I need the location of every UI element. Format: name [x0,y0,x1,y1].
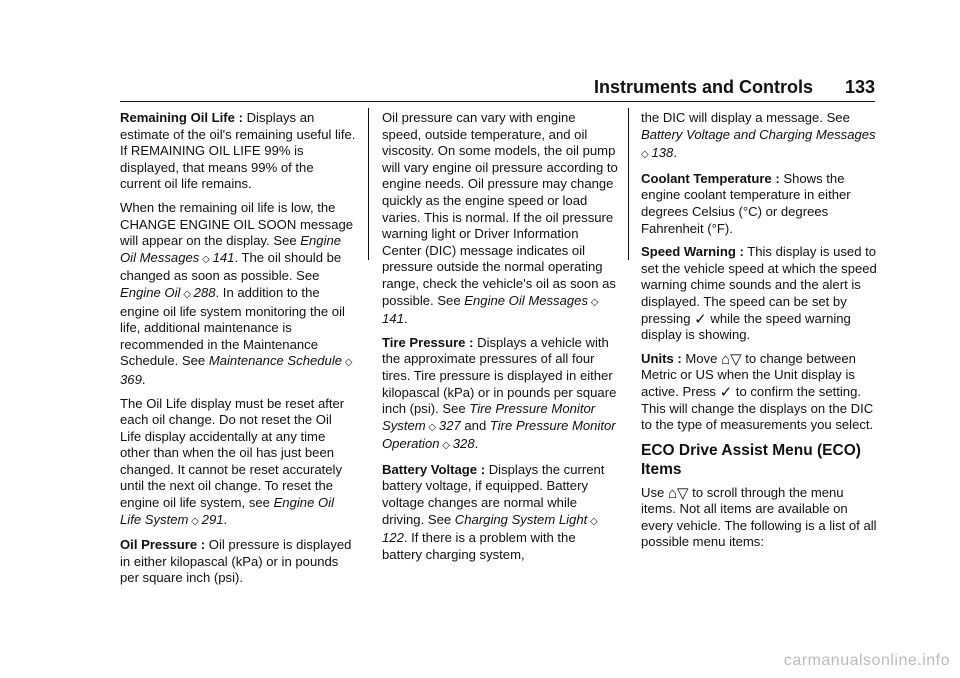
term-speed-warning: Speed Warning : [641,244,744,260]
paragraph-speed-warning: Speed Warning : This display is used to set the vehicle speed at which the speed warning chime sounds and the alert is displayed. The speed can be set by pressing ✓ while the speed warning display is showing. [641,244,877,343]
link-engine-oil-life-system[interactable]: Engine Oil Life System [120,495,334,527]
page-ref-arrow-icon: ◇ [425,421,439,433]
link-engine-oil-messages[interactable]: Engine Oil Messages [464,292,588,308]
paragraph-remaining-oil-life: Remaining Oil Life : Displays an estimate of the oil's remaining useful life. If REMAINING OIL LIFE 99% is displayed, that means 99% of the current oil life remains. [120,110,356,192]
paragraph-dic-message: the DIC will display a message. See Battery Voltage and Charging Messages ◇ 138. [641,110,876,161]
page-ref-arrow-icon: ◇ [588,296,599,308]
paragraph-battery-voltage: Battery Voltage : Displays the current battery voltage, if equipped. Battery voltage changes are normal while driving. See Charging System Light ◇ 122. If there is a problem with the battery charging system, [382,461,605,562]
link-maintenance-schedule[interactable]: Maintenance Schedule [208,353,343,369]
term-tire-pressure: Tire Pressure : [382,334,474,350]
thumbwheel-down-icon: ▽ [677,484,689,502]
page-header [120,76,875,98]
link-engine-oil[interactable]: Engine Oil [120,284,181,300]
header-rule [120,101,875,102]
thumbwheel-down-icon: ▽ [730,350,742,368]
paragraph-oil-low: When the remaining oil life is low, the CHANGE ENGINE OIL SOON message will appear on the display. See Engine Oil Messages ◇ 141. The oil should be changed as soon as possible. See Engine Oil ◇ 288. In addition to the engine oil life system monitoring the oil life, additional maintenance is recommended in the Maintenance Schedule. See Maintenance Schedule ◇ 369. [120,199,354,387]
eco-menu-heading: ECO Drive Assist Menu (ECO) Items [641,441,861,478]
column-divider-1 [368,108,369,260]
page-ref-arrow-icon: ◇ [641,149,652,161]
paragraph-oil-pressure: Oil Pressure : Oil pressure is displayed in either kilopascal (kPa) or in pounds per square inch (psi). [120,537,352,586]
paragraph-eco-menu: Use ⌂▽ to scroll through the menu items. Not all items are available on every vehicle. The following is a list of all possible menu items: [641,484,877,550]
paragraph-units: Units : Move ⌂▽ to change between Metric or US when the Unit display is active. Press ✓ to confirm the setting. This will change the displays on the DIC to the type of measurements you select. [641,350,874,433]
thumbwheel-up-icon: ⌂ [721,350,731,368]
link-tire-pressure-monitor-system[interactable]: Tire Pressure Monitor System [382,401,596,433]
watermark: carmanualsonline.info [783,652,950,669]
term-units: Units : [641,350,682,366]
page-number: 133 [844,77,875,97]
page-ref-arrow-icon: ◇ [180,288,194,300]
page-ref-arrow-icon: ◇ [587,515,598,527]
column-1 [120,110,356,594]
page-ref-arrow-icon: ◇ [439,440,453,452]
link-battery-voltage-charging-messages[interactable]: Battery Voltage and Charging Messages [641,126,876,142]
paragraph-oil-life-reset: The Oil Life display must be reset after each oil change. Do not reset the Oil Life display accidentally at any time other than when the oil has just been changed. It cannot be reset accurately until the next oil change. To reset the engine oil life system, see Engine Oil Life System ◇ 291. [120,395,345,527]
paragraph-coolant-temperature: Coolant Temperature : Shows the engine coolant temperature in either degrees Celsius (°C) or degrees Fahrenheit (°F). [641,170,851,236]
paragraph-tire-pressure: Tire Pressure : Displays a vehicle with the approximate pressures of all four tires. Tire pressure is displayed in either kilopascal (kPa) or in pounds per square inch (psi). See Tire Pressure Monitor System ◇ 327 and Tire Pressure Monitor Operation ◇ 328. [382,334,617,452]
checkmark-select-icon: ✓ [694,310,707,328]
column-2 [382,110,618,570]
page-ref-arrow-icon: ◇ [199,253,213,265]
section-title: Instruments and Controls [593,77,813,97]
column-3 [641,110,877,558]
term-coolant-temperature: Coolant Temperature : [641,170,780,186]
paragraph-oil-pressure-vary: Oil pressure can vary with engine speed, outside temperature, and oil viscosity. On some models, the oil pump will vary engine oil pressure according to engine needs. Oil pressure may change quickly as the engine speed or load varies. This is normal. If the oil pressure warning light or Driver Information Center (DIC) message indicates oil pressure outside the normal operating range, check the vehicle's oil as soon as possible. See Engine Oil Messages ◇ 141. [382,110,618,327]
link-charging-system-light[interactable]: Charging System Light [454,511,588,527]
column-divider-2 [628,108,629,260]
term-remaining-oil-life: Remaining Oil Life : [120,110,243,125]
thumbwheel-up-icon: ⌂ [667,484,677,502]
link-tire-pressure-monitor-operation[interactable]: Tire Pressure Monitor Operation [382,417,616,452]
term-battery-voltage: Battery Voltage : [382,461,486,477]
link-engine-oil-messages[interactable]: Engine Oil Messages [120,233,342,265]
checkmark-select-icon: ✓ [719,383,733,401]
page-ref-arrow-icon: ◇ [188,515,202,527]
page-ref-arrow-icon: ◇ [342,357,353,369]
term-oil-pressure: Oil Pressure : [120,537,206,553]
